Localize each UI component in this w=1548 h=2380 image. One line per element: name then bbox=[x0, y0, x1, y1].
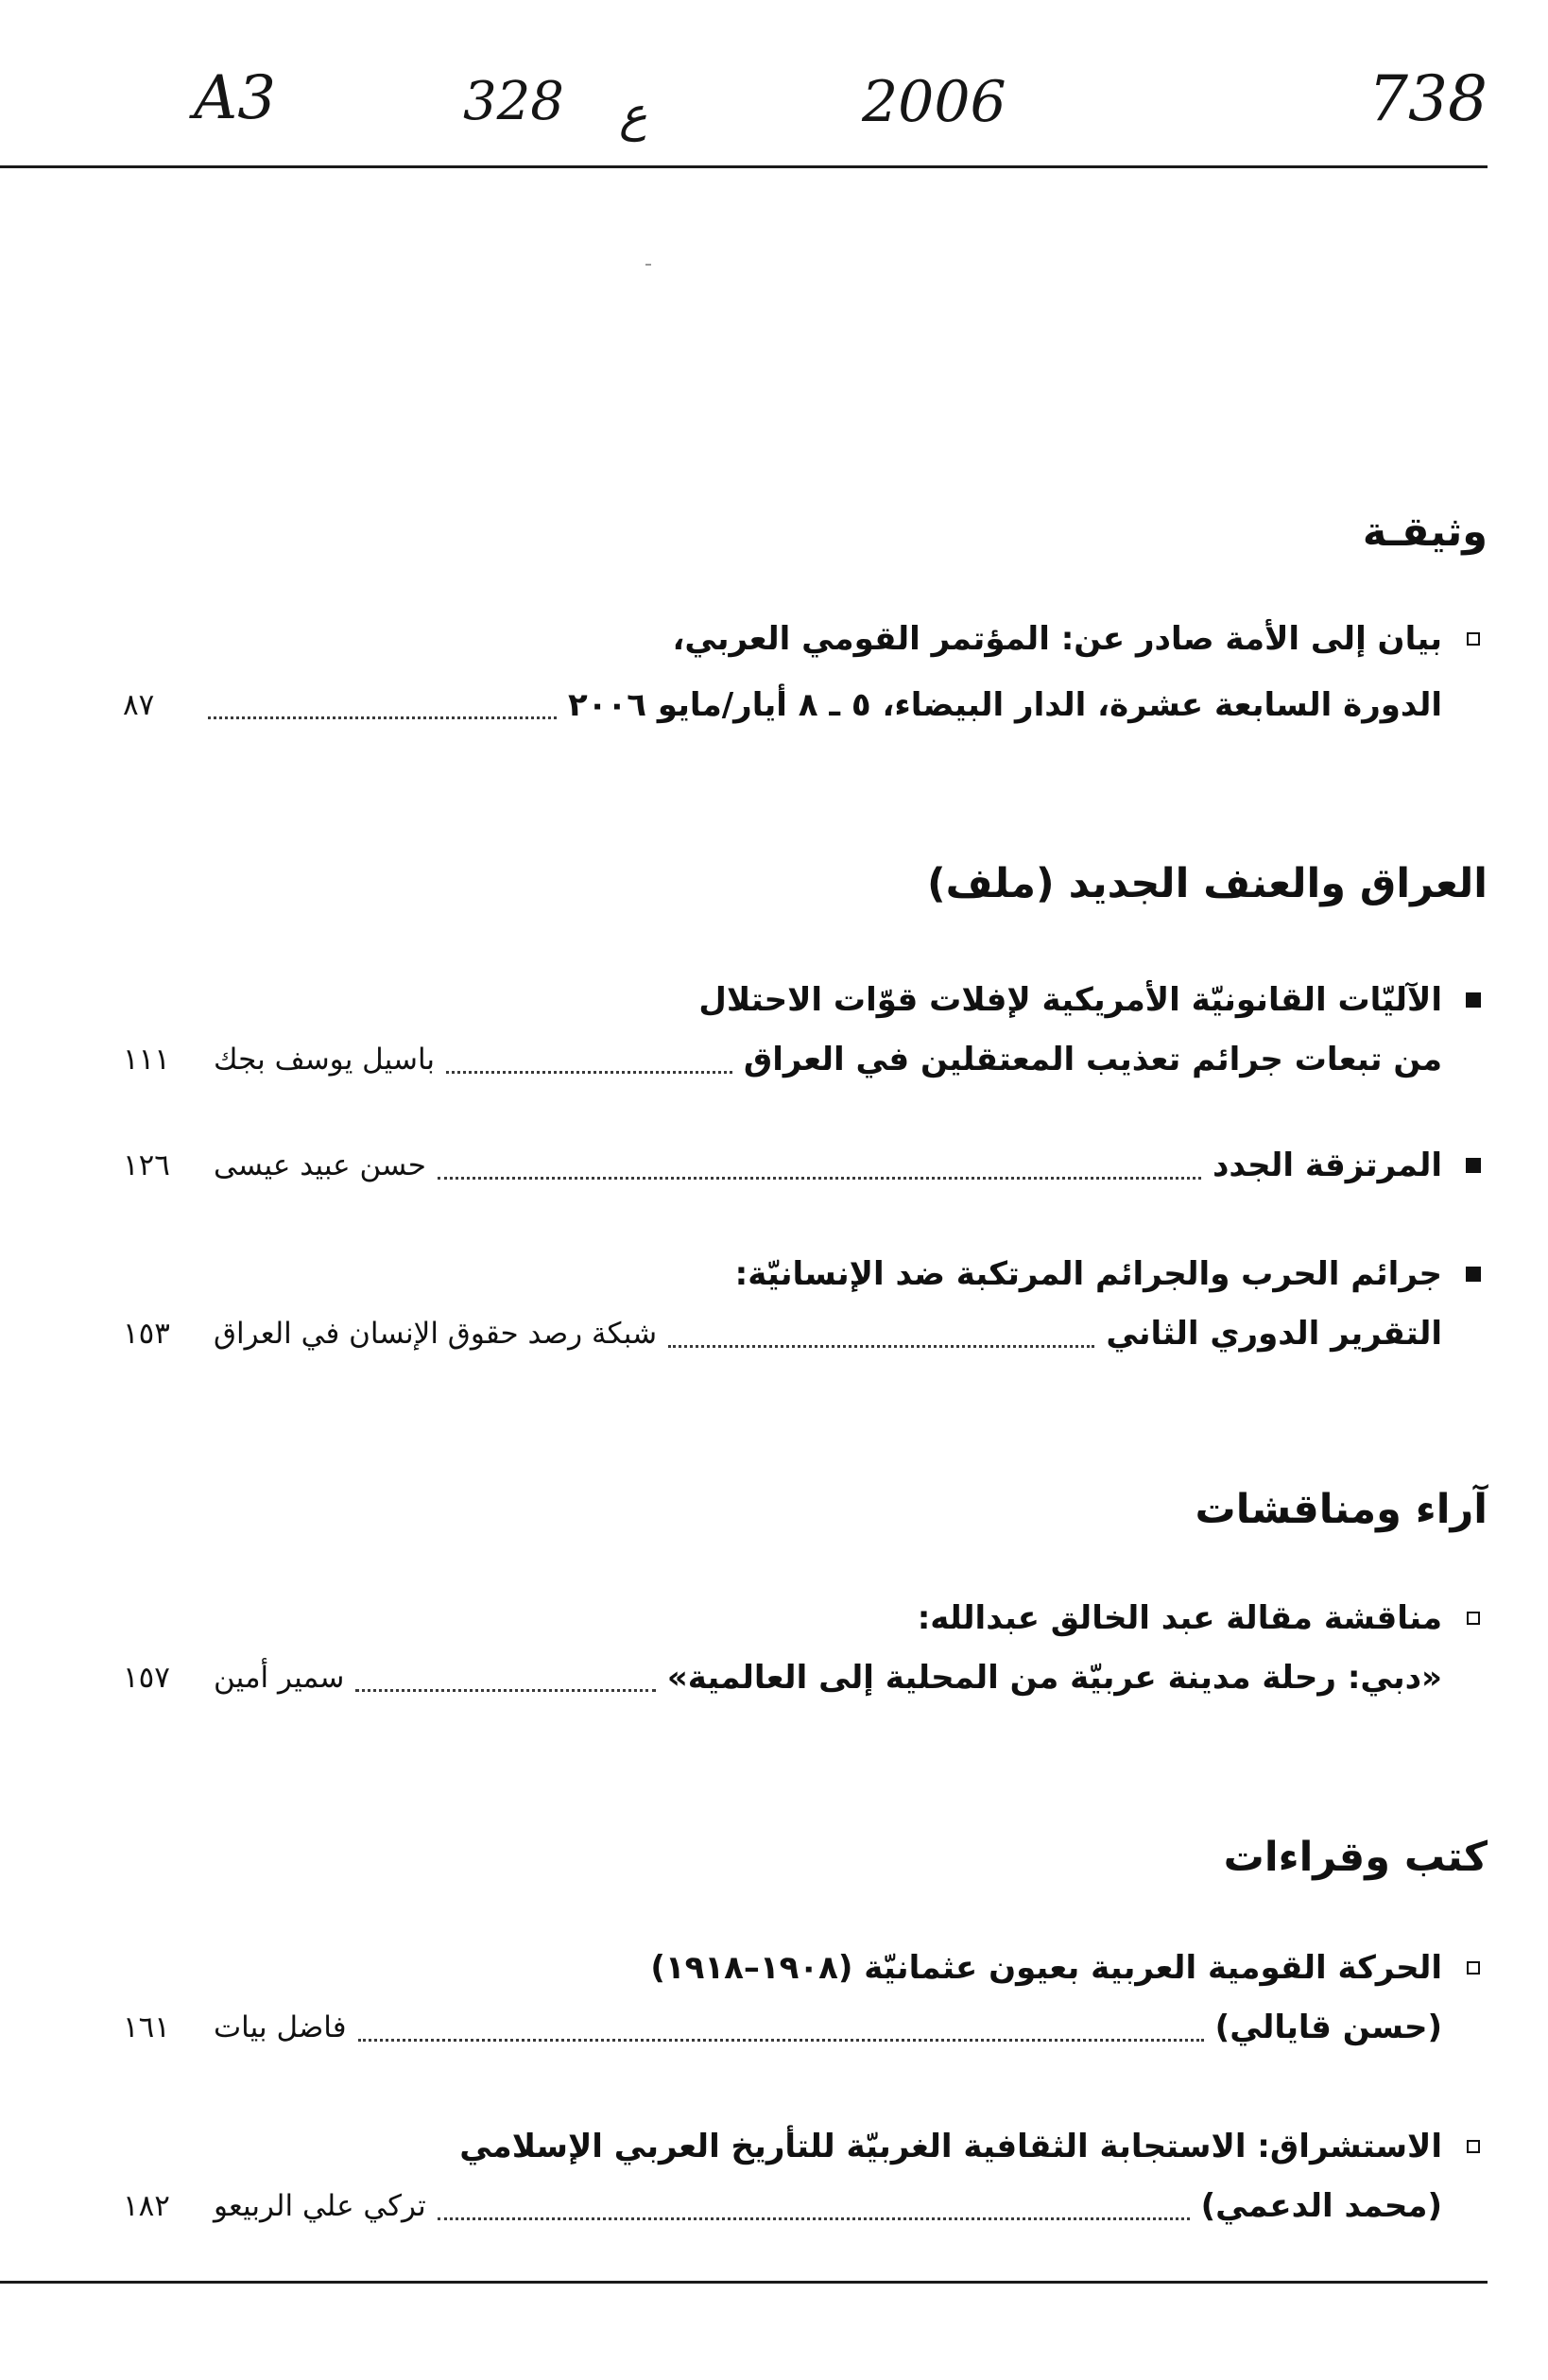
entry-title: من تبعات جرائم تعذيب المعتقلين في العراق bbox=[743, 1041, 1442, 1078]
entry-title: الدورة السابعة عشرة، الدار البيضاء، ٥ ـ ٨ أيار/مايو ٢٠٠٦ bbox=[568, 686, 1442, 724]
handwritten-page-ref: 738 bbox=[1368, 62, 1488, 135]
bottom-rule bbox=[0, 2281, 1488, 2284]
page-number: ١٨٢ bbox=[123, 2189, 170, 2223]
open-square-bullet-icon bbox=[1459, 2120, 1488, 2173]
handwritten-year: 2006 bbox=[862, 69, 1006, 135]
toc-entry-line[interactable] bbox=[123, 612, 1488, 665]
page-number: ١٥٣ bbox=[123, 1317, 170, 1351]
entry-title: الحركة القومية العربية بعيون عثمانيّة (١٩٠٨–١٩١٨) bbox=[650, 1949, 1442, 1987]
entry-author: سمير أمين bbox=[214, 1661, 345, 1695]
entry-title: الاستشراق: الاستجابة الثقافية الغربيّة للتأريخ العربي الإسلامي bbox=[459, 2128, 1442, 2165]
entry-title: الآليّات القانونيّة الأمريكية لإفلات قوّات الاحتلال bbox=[698, 981, 1442, 1019]
entry-title: «دبي: رحلة مدينة عربيّة من المحلية إلى العالمية» bbox=[666, 1659, 1442, 1697]
section-title-opinions: آراء ومناقشات bbox=[1195, 1486, 1488, 1533]
toc-entry-line[interactable] bbox=[123, 2180, 1488, 2233]
dot-leader bbox=[438, 1177, 1201, 1180]
filled-square-bullet-icon bbox=[1459, 1248, 1488, 1301]
page-number: ١٦١ bbox=[123, 2010, 170, 2044]
entry-title: بيان إلى الأمة صادر عن: المؤتمر القومي العربي، bbox=[672, 620, 1442, 658]
dot-leader bbox=[446, 1071, 732, 1074]
entry-title: المرتزقة الجدد bbox=[1212, 1147, 1442, 1184]
entry-title: (حسن قايالي) bbox=[1214, 2009, 1442, 2046]
section-title-books: كتب وقراءات bbox=[1223, 1834, 1488, 1881]
toc-entry-line[interactable] bbox=[123, 974, 1488, 1026]
section-title-document: وثيقـة bbox=[1362, 509, 1488, 556]
entry-title: جرائم الحرب والجرائم المرتكبة ضد الإنسانيّة: bbox=[734, 1255, 1442, 1293]
handwritten-code: A3 bbox=[194, 63, 276, 133]
filled-square-bullet-icon bbox=[1459, 974, 1488, 1026]
entry-title: التقرير الدوري الثاني bbox=[1106, 1315, 1442, 1353]
handwritten-number: 328 bbox=[463, 71, 564, 132]
entry-author: حسن عبيد عيسى bbox=[214, 1148, 426, 1182]
toc-entry-line[interactable] bbox=[123, 1941, 1488, 1994]
table-of-contents bbox=[123, 0, 1488, 2268]
toc-entry-line[interactable] bbox=[123, 1248, 1488, 1301]
dot-leader bbox=[668, 1345, 1094, 1348]
section-title-iraq: العراق والعنف الجديد (ملف) bbox=[926, 860, 1488, 907]
open-square-bullet-icon bbox=[1459, 1592, 1488, 1645]
toc-entry-line[interactable] bbox=[123, 2001, 1488, 2054]
toc-entry-line[interactable] bbox=[123, 1307, 1488, 1360]
entry-author: شبكة رصد حقوق الإنسان في العراق bbox=[214, 1317, 658, 1351]
entry-author: باسيل يوسف بجك bbox=[214, 1043, 436, 1077]
toc-entry-line[interactable] bbox=[123, 679, 1488, 732]
toc-entry-line[interactable] bbox=[123, 1033, 1488, 1086]
toc-entry-line[interactable] bbox=[123, 1651, 1488, 1704]
page-number: ٨٧ bbox=[123, 688, 155, 722]
filled-square-bullet-icon bbox=[1459, 1139, 1488, 1192]
open-square-bullet-icon bbox=[1459, 1941, 1488, 1994]
dot-leader bbox=[438, 2217, 1190, 2220]
toc-entry-line[interactable] bbox=[123, 2120, 1488, 2173]
dot-leader bbox=[208, 716, 557, 719]
dot-leader bbox=[355, 1689, 655, 1692]
entry-title: مناقشة مقالة عبد الخالق عبدالله: bbox=[917, 1599, 1442, 1637]
entry-author: فاضل بيات bbox=[214, 2010, 347, 2044]
toc-entry-line[interactable] bbox=[123, 1592, 1488, 1645]
page-number: ١٥٧ bbox=[123, 1661, 170, 1695]
open-square-bullet-icon bbox=[1459, 612, 1488, 665]
dot-leader bbox=[358, 2039, 1204, 2042]
page-number: ١٢٦ bbox=[123, 1148, 170, 1182]
entry-author: تركي علي الربيعو bbox=[214, 2189, 426, 2223]
handwritten-letter: ع bbox=[619, 87, 647, 142]
toc-entry-line[interactable] bbox=[123, 1139, 1488, 1192]
page-number: ١١١ bbox=[123, 1043, 170, 1077]
entry-title: (محمد الدعمي) bbox=[1200, 2187, 1442, 2225]
